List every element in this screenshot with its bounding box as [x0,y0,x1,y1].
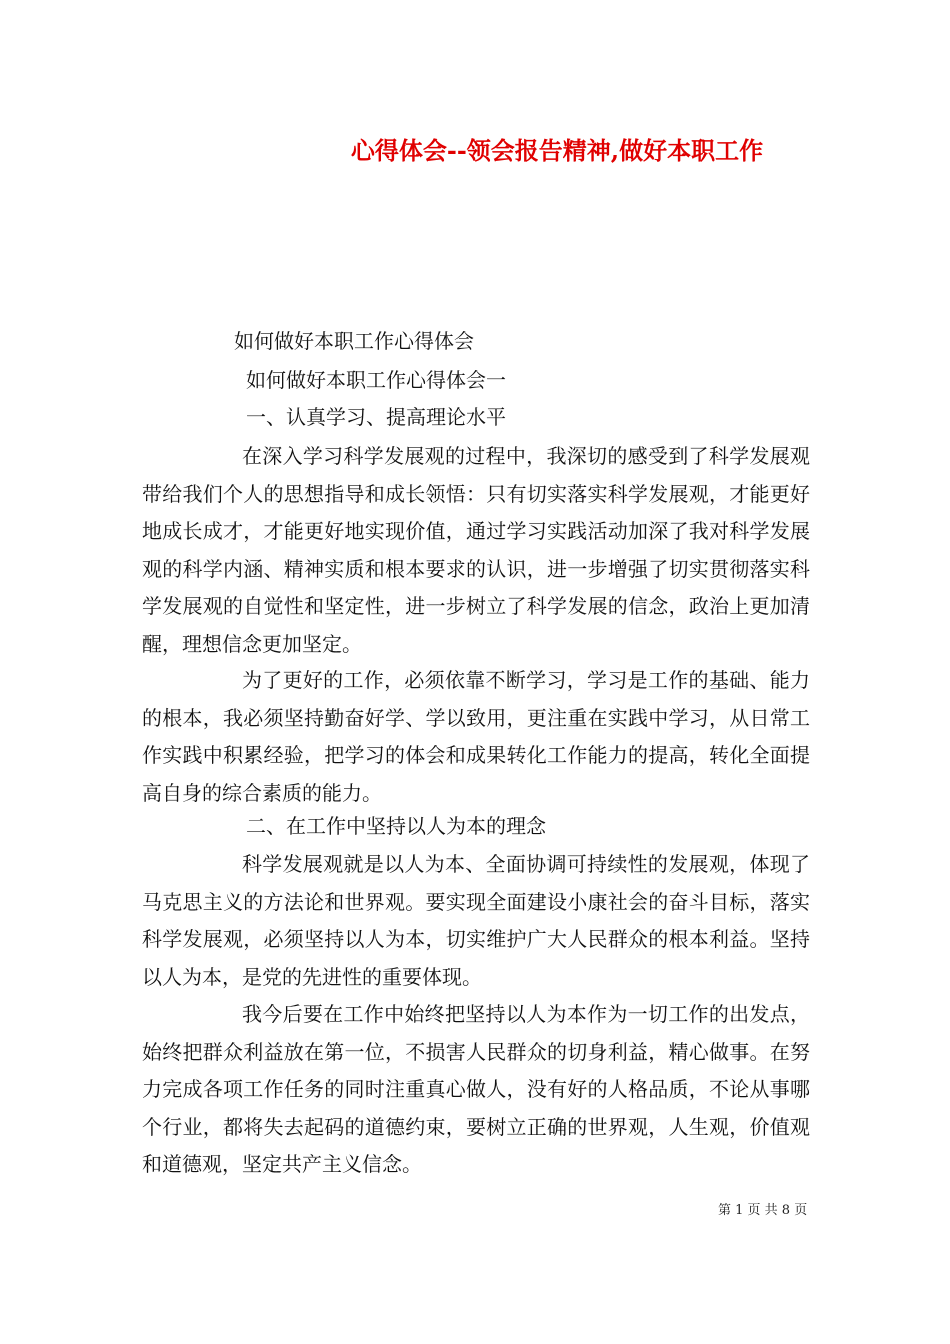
section-heading-1: 一、认真学习、提高理论水平 [246,405,506,429]
page-number-footer: 第 1 页 共 8 页 [718,1203,808,1218]
document-title-text: 心得体会--领会报告精神,做好本职工作 [350,136,764,165]
document-title [0,133,950,169]
main-heading: 如何做好本职工作心得体会 [234,329,474,353]
sub-heading: 如何做好本职工作心得体会一 [246,368,506,392]
section-heading-2: 二、在工作中坚持以人为本的理念 [246,814,546,838]
paragraph-1-1: 在深入学习科学发展观的过程中，我深切的感受到了科学发展观带给我们个人的思想指导和成长领悟：只有切实落实科学发展观，才能更好地成长成才，才能更好地实现价值，通过学习实践活动加深了我对科学发展观的科学内涵、精神实质和根本要求的认识，进一步增强了切实贯彻落实科学发展观的自觉性和坚定性，进一步树立了科学发展的信念，政治上更加清醒，理想信念更加坚定。 [142,444,810,656]
paragraph-1-2: 为了更好的工作，必须依靠不断学习，学习是工作的基础、能力的根本，我必须坚持勤奋好学、学以致用，更注重在实践中学习，从日常工作实践中积累经验，把学习的体会和成果转化工作能力的提高，转化全面提高自身的综合素质的能力。 [142,668,810,805]
paragraph-2-2: 我今后要在工作中始终把坚持以人为本作为一切工作的出发点，始终把群众利益放在第一位，不损害人民群众的切身利益，精心做事。在努力完成各项工作任务的同时注重真心做人，没有好的人格品质，不论从事哪个行业，都将失去起码的道德约束，要树立正确的世界观，人生观，价值观和道德观，坚定共产主义信念。 [142,1002,810,1176]
paragraph-2-1: 科学发展观就是以人为本、全面协调可持续性的发展观，体现了马克思主义的方法论和世界观。要实现全面建设小康社会的奋斗目标，落实科学发展观，必须坚持以人为本，切实维护广大人民群众的根本利益。坚持以人为本，是党的先进性的重要体现。 [142,852,810,989]
